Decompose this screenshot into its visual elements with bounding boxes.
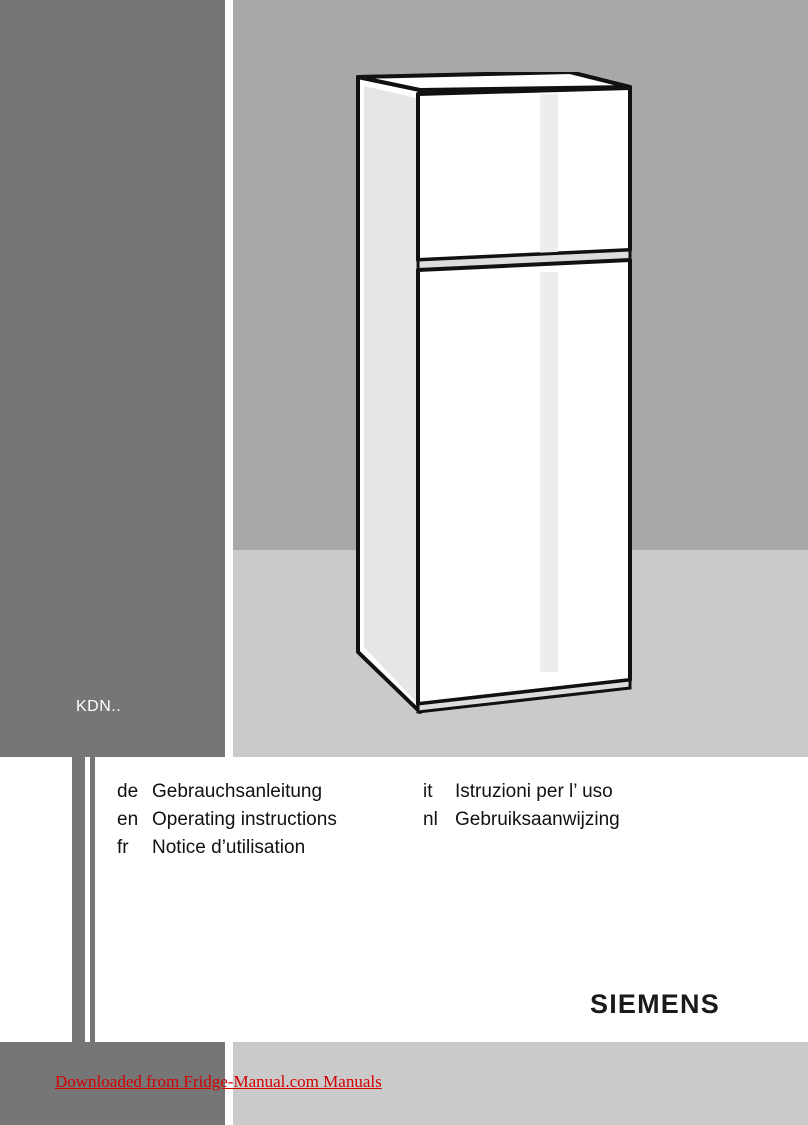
language-list-left	[117, 778, 337, 862]
language-title: Notice d’utilisation	[152, 837, 306, 858]
language-code: de	[117, 781, 139, 802]
language-entry	[423, 806, 620, 834]
brand-logo: SIEMENS	[590, 989, 720, 1019]
fridge-freezer-icon	[350, 72, 650, 722]
language-entry	[117, 778, 337, 806]
decorative-bar-thin	[90, 757, 95, 1042]
language-title: Istruzioni per l’ uso	[455, 781, 613, 802]
language-entry	[117, 834, 337, 862]
left-gray-panel	[0, 0, 225, 757]
language-list-right	[423, 778, 620, 834]
language-title: Gebrauchsanleitung	[152, 781, 323, 802]
decorative-bar	[72, 757, 85, 1042]
language-title: Operating instructions	[152, 809, 337, 830]
model-number: KDN..	[76, 698, 122, 715]
download-source-link[interactable]: Downloaded from Fridge-Manual.com Manuals	[55, 1072, 382, 1091]
language-code: en	[117, 809, 139, 830]
language-code: fr	[117, 837, 129, 858]
language-title: Gebruiksaanwijzing	[455, 809, 620, 830]
language-code: it	[423, 781, 433, 802]
language-code: nl	[423, 809, 438, 830]
language-entry	[423, 778, 620, 806]
language-entry	[117, 806, 337, 834]
